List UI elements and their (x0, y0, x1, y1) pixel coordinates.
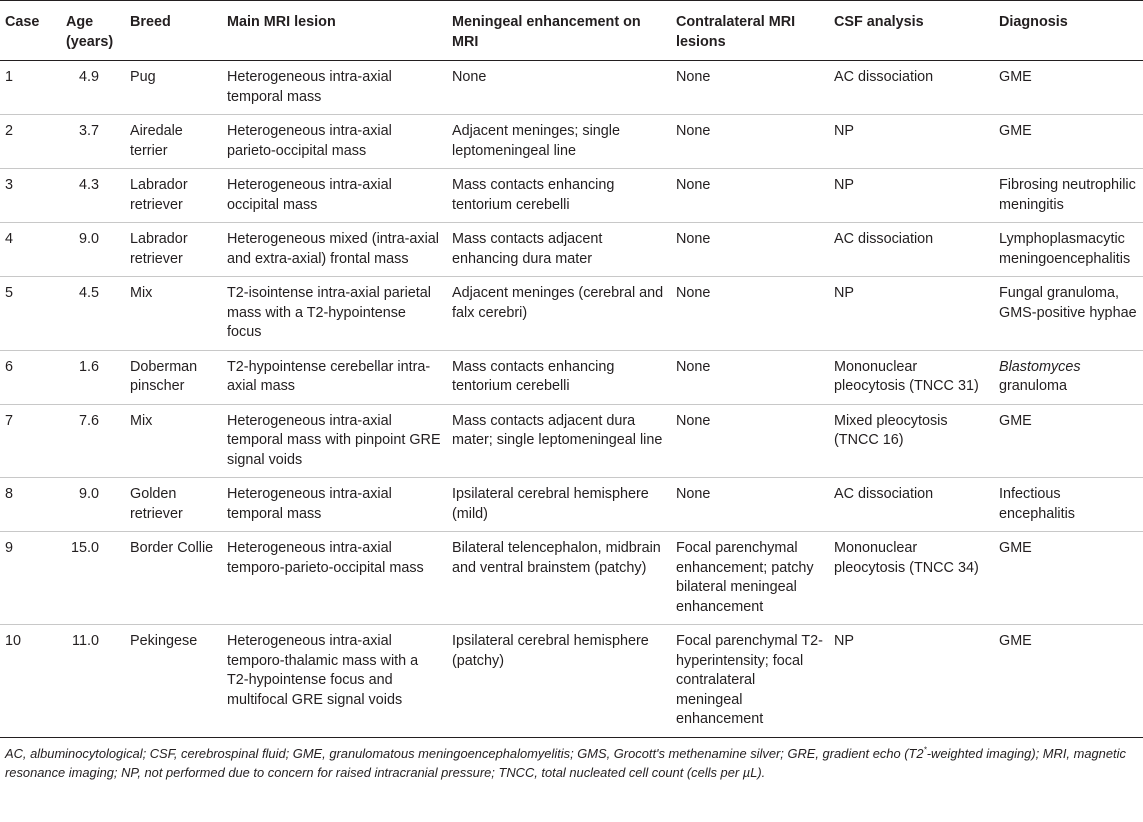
cell-csf-analysis: Mononuclear pleocytosis (TNCC 31) (829, 350, 994, 404)
cell-diagnosis (994, 532, 1143, 625)
cell-meningeal-enhancement: Adjacent meninges (cerebral and falx cerebri) (447, 277, 671, 351)
cell-breed: Labrador retriever (125, 169, 222, 223)
cell-csf-analysis: Mixed pleocytosis (TNCC 16) (829, 404, 994, 478)
cell-breed: Mix (125, 404, 222, 478)
cell-csf-analysis: NP (829, 625, 994, 738)
cell-meningeal-enhancement: Ipsilateral cerebral hemisphere (mild) (447, 478, 671, 532)
cell-breed: Border Collie (125, 532, 222, 625)
header-diagnosis: Diagnosis (994, 1, 1143, 61)
cell-csf-analysis: AC dissociation (829, 478, 994, 532)
cell-meningeal-enhancement: Bilateral telencephalon, midbrain and ventral brainstem (patchy) (447, 532, 671, 625)
diagnosis-text: Infectious encephalitis (999, 486, 1076, 522)
cell-age: 4.5 (61, 277, 125, 351)
cell-case: 6 (0, 350, 61, 404)
diagnosis-text: granuloma (999, 378, 1067, 394)
cell-breed: Golden retriever (125, 478, 222, 532)
cell-case: 3 (0, 169, 61, 223)
table-row (0, 478, 1143, 532)
diagnosis-text: Fungal granuloma, GMS-positive hyphae (999, 285, 1137, 321)
cell-meningeal-enhancement: Mass contacts adjacent dura mater; single leptomeningeal line (447, 404, 671, 478)
cell-age: 4.3 (61, 169, 125, 223)
diagnosis-text: GME (999, 123, 1032, 139)
cell-csf-analysis: NP (829, 277, 994, 351)
cell-case: 7 (0, 404, 61, 478)
header-meningeal-enhancement: Meningeal enhancement on MRI (447, 1, 671, 61)
cell-contralateral-lesions: None (671, 169, 829, 223)
header-csf-analysis: CSF analysis (829, 1, 994, 61)
cell-age: 1.6 (61, 350, 125, 404)
cell-diagnosis (994, 350, 1143, 404)
footnote-superscript: * (923, 745, 927, 755)
cell-main-lesion: Heterogeneous intra-axial temporo-parieto-occipital mass (222, 532, 447, 625)
cell-age: 9.0 (61, 478, 125, 532)
header-age: Age (years) (61, 1, 125, 61)
diagnosis-text: GME (999, 69, 1032, 85)
cell-main-lesion: T2-hypointense cerebellar intra-axial mass (222, 350, 447, 404)
table-row (0, 223, 1143, 277)
cell-diagnosis (994, 169, 1143, 223)
diagnosis-text: Lymphoplasmacytic meningoencephalitis (999, 231, 1131, 267)
cell-main-lesion: Heterogeneous intra-axial temporo-thalamic mass with a T2-hypointense focus and multifocal GRE signal voids (222, 625, 447, 738)
cell-main-lesion: Heterogeneous intra-axial temporal mass (222, 478, 447, 532)
cell-age: 3.7 (61, 115, 125, 169)
diagnosis-text: Fibrosing neutrophilic meningitis (999, 177, 1136, 213)
cell-meningeal-enhancement: Mass contacts adjacent enhancing dura mater (447, 223, 671, 277)
table-row (0, 61, 1143, 115)
cell-meningeal-enhancement: None (447, 61, 671, 115)
cell-main-lesion: T2-isointense intra-axial parietal mass with a T2-hypointense focus (222, 277, 447, 351)
header-case: Case (0, 1, 61, 61)
cell-age: 7.6 (61, 404, 125, 478)
cell-main-lesion: Heterogeneous intra-axial occipital mass (222, 169, 447, 223)
cell-breed: Labrador retriever (125, 223, 222, 277)
cell-case: 9 (0, 532, 61, 625)
diagnosis-text: GME (999, 540, 1032, 556)
cell-contralateral-lesions: None (671, 404, 829, 478)
cell-main-lesion: Heterogeneous intra-axial temporal mass (222, 61, 447, 115)
cell-csf-analysis: Mononuclear pleocytosis (TNCC 34) (829, 532, 994, 625)
diagnosis-text: GME (999, 412, 1032, 429)
header-row (0, 1, 1143, 61)
table-row (0, 404, 1143, 478)
cell-age: 4.9 (61, 61, 125, 115)
cell-contralateral-lesions: Focal parenchymal enhancement; patchy bilateral meningeal enhancement (671, 532, 829, 625)
cell-contralateral-lesions: None (671, 350, 829, 404)
cell-case: 8 (0, 478, 61, 532)
table-header (0, 1, 1143, 61)
footnote-text-part1: AC, albuminocytological; CSF, cerebrospinal fluid; GME, granulomatous meningoencephalomyelitis; GMS, Grocott's methenamine silver; GRE, gradient echo (T2 (5, 745, 924, 761)
footnote-text-part2: -weighted imaging); MRI, magnetic resonance imaging; NP, not performed due to concern for raised intracranial pressure; TNCC, total nucleated cell count (cells per µL). (5, 745, 1126, 780)
cell-diagnosis (994, 277, 1143, 351)
cell-diagnosis (994, 625, 1143, 738)
cell-breed: Pug (125, 61, 222, 115)
cell-contralateral-lesions: None (671, 115, 829, 169)
cell-breed: Airedale terrier (125, 115, 222, 169)
cell-age: 11.0 (61, 625, 125, 738)
table-row (0, 350, 1143, 404)
cell-age: 9.0 (61, 223, 125, 277)
cell-contralateral-lesions: Focal parenchymal T2-hyperintensity; focal contralateral meningeal enhancement (671, 625, 829, 738)
table-footnote (0, 738, 1139, 782)
cell-contralateral-lesions: None (671, 61, 829, 115)
table-row (0, 532, 1143, 625)
cell-case: 2 (0, 115, 61, 169)
cell-main-lesion: Heterogeneous mixed (intra-axial and extra-axial) frontal mass (222, 223, 447, 277)
table-row (0, 115, 1143, 169)
cell-contralateral-lesions: None (671, 277, 829, 351)
cell-diagnosis (994, 223, 1143, 277)
cell-case: 10 (0, 625, 61, 738)
cell-breed: Pekingese (125, 625, 222, 738)
cell-meningeal-enhancement: Mass contacts enhancing tentorium cerebelli (447, 350, 671, 404)
table-row (0, 169, 1143, 223)
cell-meningeal-enhancement: Adjacent meninges; single leptomeningeal line (447, 115, 671, 169)
cell-breed: Mix (125, 277, 222, 351)
cell-csf-analysis: AC dissociation (829, 61, 994, 115)
header-breed: Breed (125, 1, 222, 61)
cell-diagnosis (994, 61, 1143, 115)
cell-case: 4 (0, 223, 61, 277)
cell-diagnosis (994, 478, 1143, 532)
table-row (0, 625, 1143, 738)
cell-diagnosis (994, 115, 1143, 169)
cell-contralateral-lesions: None (671, 223, 829, 277)
diagnosis-genus-italic: Blastomyces (999, 358, 1081, 375)
cell-main-lesion: Heterogeneous intra-axial parieto-occipital mass (222, 115, 447, 169)
table-body (0, 61, 1143, 738)
cell-case: 5 (0, 277, 61, 351)
cell-age: 15.0 (61, 532, 125, 625)
cell-case: 1 (0, 61, 61, 115)
cell-csf-analysis: NP (829, 169, 994, 223)
cell-contralateral-lesions: None (671, 478, 829, 532)
cell-csf-analysis: NP (829, 115, 994, 169)
cell-csf-analysis: AC dissociation (829, 223, 994, 277)
diagnosis-text: GME (999, 633, 1032, 649)
header-contralateral-lesions: Contralateral MRI lesions (671, 1, 829, 61)
cell-breed: Doberman pinscher (125, 350, 222, 404)
cell-meningeal-enhancement: Mass contacts enhancing tentorium cerebelli (447, 169, 671, 223)
cell-main-lesion: Heterogeneous intra-axial temporal mass with pinpoint GRE signal voids (222, 404, 447, 478)
cell-diagnosis (994, 404, 1143, 478)
cell-meningeal-enhancement: Ipsilateral cerebral hemisphere (patchy) (447, 625, 671, 738)
table-row (0, 277, 1143, 351)
header-main-lesion: Main MRI lesion (222, 1, 447, 61)
